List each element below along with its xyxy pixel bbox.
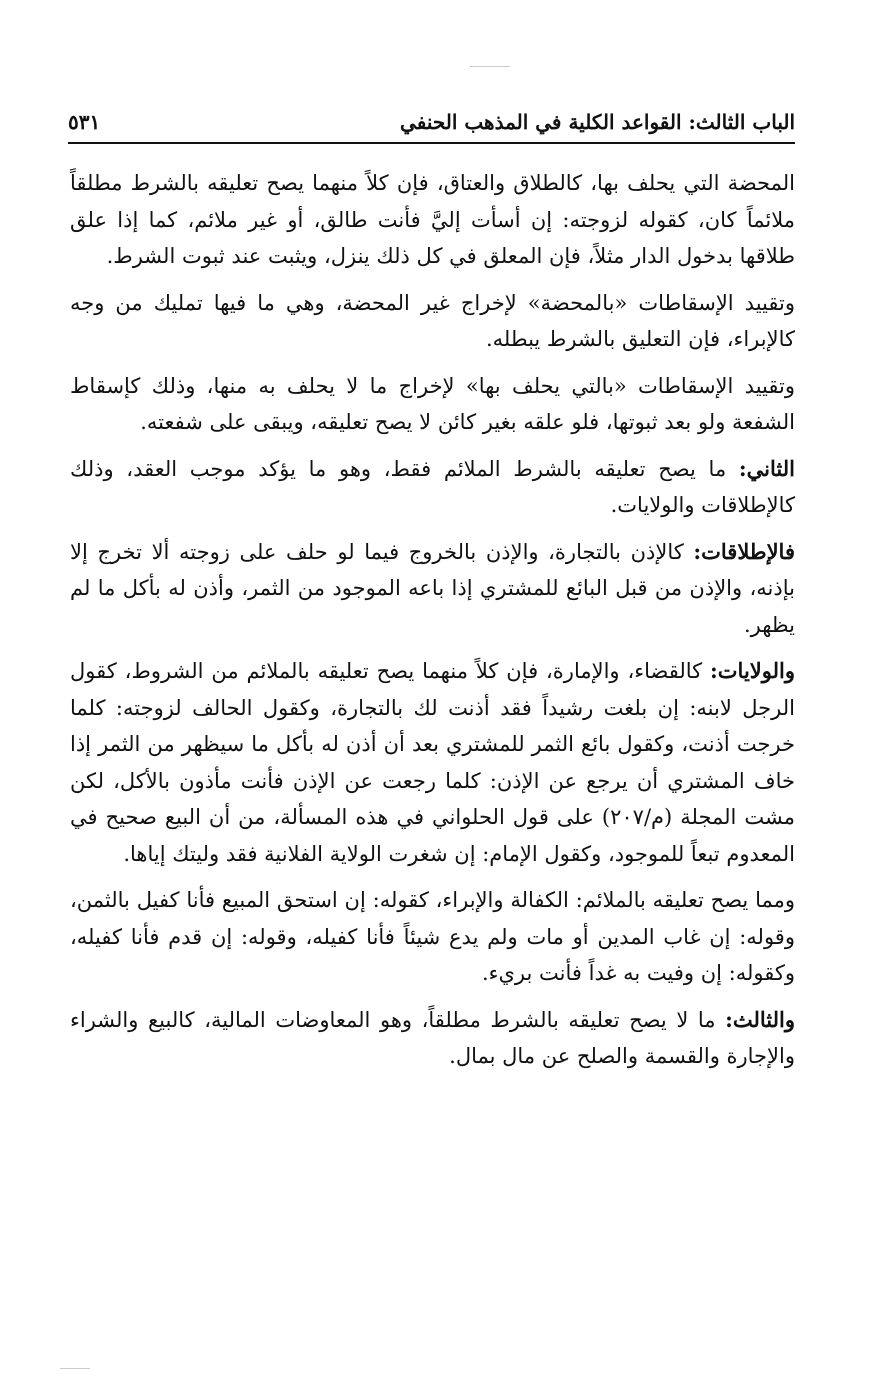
header-rule — [68, 142, 795, 144]
paragraph-4 — [70, 451, 795, 524]
paragraph-5 — [70, 534, 795, 644]
paragraph-text: وتقييد الإسقاطات «بالمحضة» لإخراج غير المحضة، وهي ما فيها تمليك من وجه كالإبراء، فإن التعليق بالشرط يبطله. — [70, 290, 795, 351]
paragraph-7 — [70, 882, 795, 992]
scan-speck-top — [470, 66, 510, 67]
scan-speck-bottom — [60, 1368, 90, 1369]
page-number: ٥٣١ — [68, 110, 101, 134]
paragraph-8 — [70, 1002, 795, 1075]
paragraph-3 — [70, 368, 795, 441]
paragraph-text: ما يصح تعليقه بالشرط الملائم فقط، وهو ما يؤكد موجب العقد، وذلك كالإطلاقات والولايات. — [70, 456, 795, 517]
paragraph-lead: فالإطلاقات: — [693, 538, 795, 564]
paragraph-6 — [70, 653, 795, 872]
running-header — [68, 100, 795, 134]
paragraph-text: كالإذن بالتجارة، والإذن بالخروج فيما لو حلف على زوجته ألا تخرج إلا بإذنه، والإذن من قبل البائع للمشتري إذا باعه الموجود من الثمر، وأذن له بأكل ما لم يظهر. — [70, 539, 795, 637]
paragraph-1 — [70, 165, 795, 275]
paragraph-text: المحضة التي يحلف بها، كالطلاق والعتاق، فإن كلاً منهما يصح تعليقه بالشرط مطلقاً ملائماً كان، كقوله لزوجته: إن أسأت إليَّ فأنت طالق، أو غير ملائم، كما إذا علق طلاقها بدخول الدار مثلاً، فإن المعلق في كل ذلك ينزل، ويثبت عند ثبوت الشرط. — [70, 171, 795, 268]
paragraph-lead: والثالث: — [725, 1006, 795, 1032]
paragraph-text: ما لا يصح تعليقه بالشرط مطلقاً، وهو المعاوضات المالية، كالبيع والشراء والإجارة والقسمة والصلح عن مال بمال. — [70, 1007, 795, 1068]
paragraph-text: ومما يصح تعليقه بالملائم: الكفالة والإبراء، كقوله: إن استحق المبيع فأنا كفيل بالثمن، وقوله: إن غاب المدين أو مات ولم يدع شيئاً فأنا كفيله، وقوله: إن قدم فأنا كفيله، وكقوله: إن وفيت به غداً فأنت بريء. — [70, 888, 795, 985]
paragraph-text: وتقييد الإسقاطات «بالتي يحلف بها» لإخراج ما لا يحلف به منها، وذلك كإسقاط الشفعة ولو بعد ثبوتها، فلو علقه بغير كائن لا يصح تعليقه، ويبقى على شفعته. — [70, 373, 795, 434]
paragraph-lead: والولايات: — [710, 658, 795, 683]
paragraph-lead: الثاني: — [738, 455, 795, 481]
paragraph-text: كالقضاء، والإمارة، فإن كلاً منهما يصح تعليقه بالملائم من الشروط، كقول الرجل لابنه: إن بلغت رشيداً فقد أذنت لك بالتجارة، وكقول الحالف لزوجته: كلما خرجت أذنت، وكقول بائع الثمر للمشتري بعد أن أذن له بأكل ما سيظهر من الثمر إذا خاف المشتري أن يرجع عن الإذن: كلما رجعت عن الإذن فأنت مأذون بالأكل، لكن مشت المجلة (م/٢٠٧) على قول الحلواني في هذه المسألة، من أن البيع صحيح في المعدوم تبعاً للموجود، وكقول الإمام: إن شغرت الولاية الفلانية فقد وليتك إياها. — [70, 659, 795, 866]
body-text — [70, 165, 795, 1085]
paragraph-2 — [70, 285, 795, 358]
chapter-title: الباب الثالث: القواعد الكلية في المذهب الحنفي — [400, 110, 795, 134]
